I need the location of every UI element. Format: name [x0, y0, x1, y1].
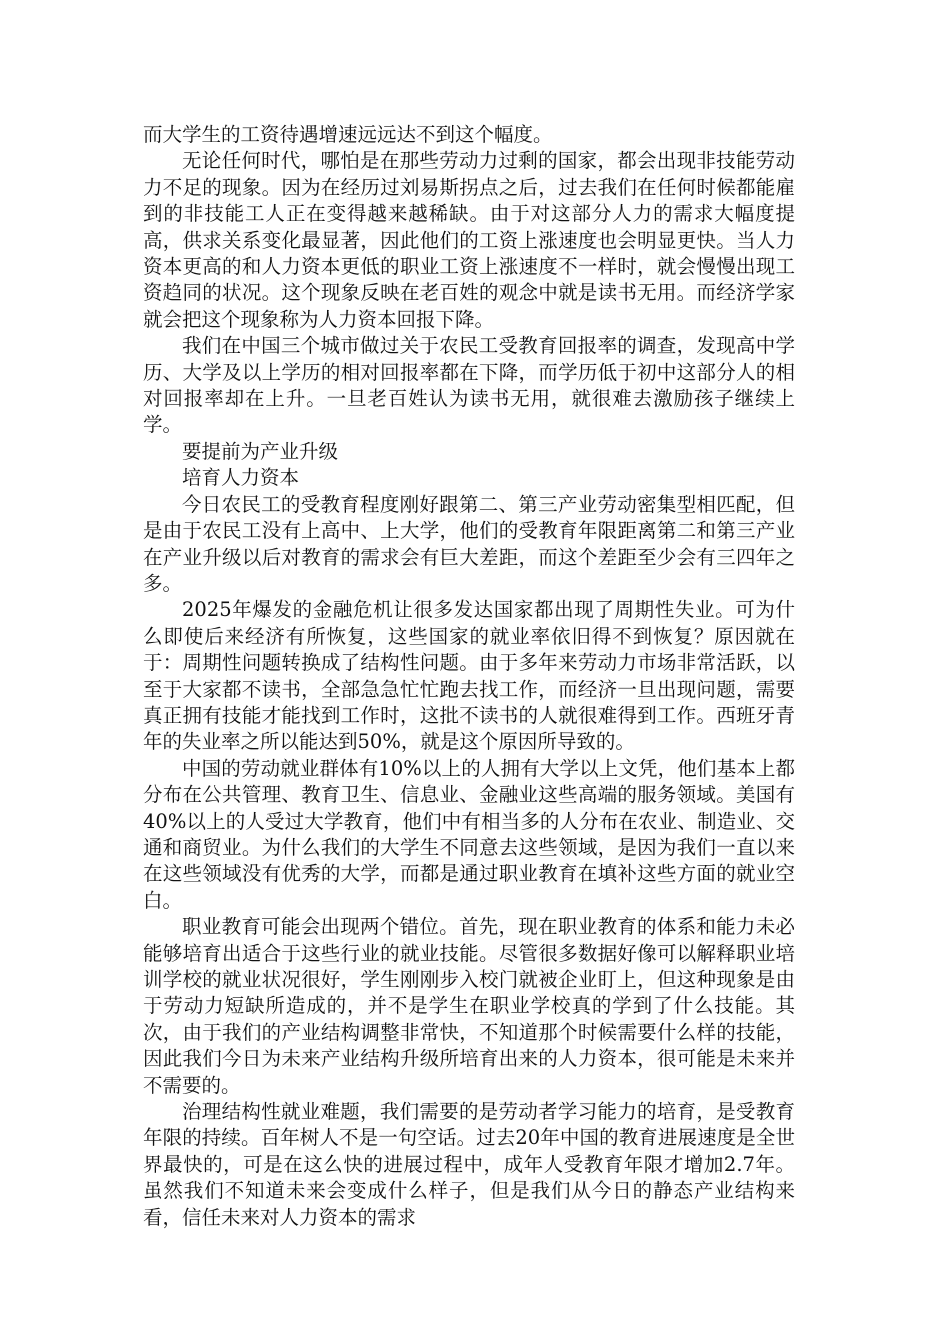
- paragraph-8: 治理结构性就业难题，我们需要的是劳动者学习能力的培育，是受教育年限的持续。百年树人不是一句空话。过去20年中国的教育进展速度是全世界最快的，可是在这么快的进展过程中，成年人受教育年限才增加2.7年。虽然我们不知道未来会变成什么样子，但是我们从今日的静态产业结构来看，信任未来对人力资本的需求: [143, 1100, 795, 1229]
- paragraph-4: 今日农民工的受教育程度刚好跟第二、第三产业劳动密集型相匹配，但是由于农民工没有上高中、上大学，他们的受教育年限距离第二和第三产业在产业升级以后对教育的需求会有巨大差距，而这个差距至少会有三四年之多。: [143, 492, 795, 595]
- paragraph-7: 职业教育可能会出现两个错位。首先，现在职业教育的体系和能力未必能够培育出适合于这些行业的就业技能。尽管很多数据好像可以解释职业培训学校的就业状况很好，学生刚刚步入校门就被企业盯上，但这种现象是由于劳动力短缺所造成的，并不是学生在职业学校真的学到了什么技能。其次，由于我们的产业结构调整非常快，不知道那个时候需要什么样的技能，因此我们今日为未来产业结构升级所培育出来的人力资本，很可能是未来并不需要的。: [143, 915, 795, 1097]
- paragraph-5: 2025年爆发的金融危机让很多发达国家都出现了周期性失业。可为什么即使后来经济有所恢复，这些国家的就业率依旧得不到恢复？原因就在于：周期性问题转换成了结构性问题。由于多年来劳动力市场非常活跃，以至于大家都不读书，全部急急忙忙跑去找工作，而经济一旦出现问题，需要真正拥有技能才能找到工作时，这批不读书的人就很难得到工作。西班牙青年的失业率之所以能达到50%，就是这个原因所导致的。: [143, 598, 795, 754]
- paragraph-1: 而大学生的工资待遇增速远远达不到这个幅度。: [143, 123, 553, 146]
- section-heading-line-2: 培育人力资本: [182, 466, 300, 490]
- paragraph-6: 中国的劳动就业群体有10%以上的人拥有大学以上文凭，他们基本上都分布在公共管理、教育卫生、信息业、金融业这些高端的服务领域。美国有40%以上的人受过大学教育，他们中有相当多的人分布在农业、制造业、交通和商贸业。为什么我们的大学生不同意去这些领域，是因为我们一直以来在这些领域没有优秀的大学，而都是通过职业教育在填补这些方面的就业空白。: [143, 756, 795, 912]
- paragraph-3: 我们在中国三个城市做过关于农民工受教育回报率的调查，发现高中学历、大学及以上学历的相对回报率都在下降，而学历低于初中这部分人的相对回报率却在上升。一旦老百姓认为读书无用，就很难去激励孩子继续上学。: [143, 334, 795, 437]
- section-heading-line-1: 要提前为产业升级: [182, 439, 339, 463]
- document-page: [143, 122, 795, 1231]
- paragraph-2: 无论任何时代，哪怕是在那些劳动力过剩的国家，都会出现非技能劳动力不足的现象。因为在经历过刘易斯拐点之后，过去我们在任何时候都能雇到的非技能工人正在变得越来越稀缺。由于对这部分人力的需求大幅度提高，供求关系变化最显著，因此他们的工资上涨速度也会明显更快。当人力资本更高的和人力资本更低的职业工资上涨速度不一样时，就会慢慢出现工资趋同的状况。这个现象反映在老百姓的观念中就是读书无用。而经济学家就会把这个现象称为人力资本回报下降。: [143, 149, 795, 331]
